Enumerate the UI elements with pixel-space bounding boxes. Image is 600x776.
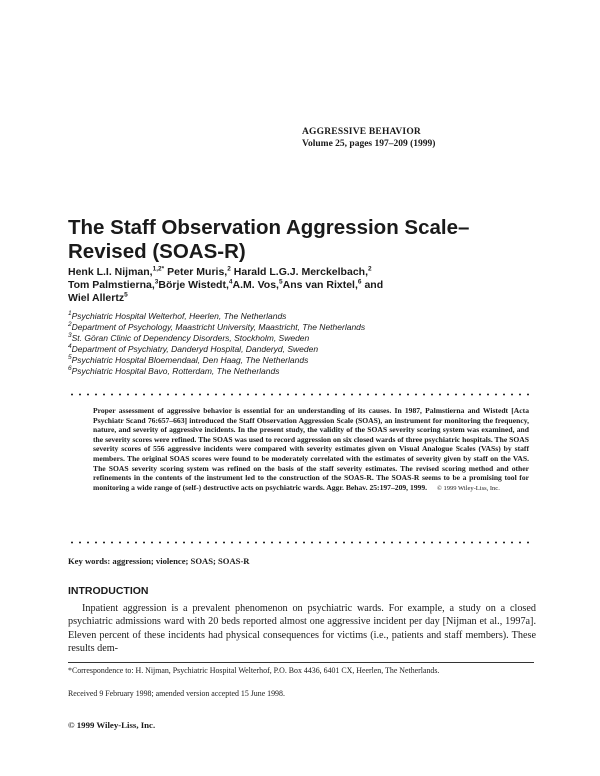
title-line-2: Revised (SOAS-R) (68, 240, 246, 263)
author-marks: 3 (154, 278, 159, 286)
footnote-rule (68, 662, 534, 663)
dotted-divider-bottom (68, 541, 534, 547)
publisher-copyright: © 1999 Wiley-Liss, Inc. (68, 720, 156, 730)
journal-volume: Volume 25, pages 197–209 (1999) (302, 139, 436, 149)
affiliation-text: Psychiatric Hospital Welterhof, Heerlen, The Netherlands (71, 311, 287, 321)
affiliation-text: Department of Psychiatry, Danderyd Hospital, Danderyd, Sweden (71, 344, 319, 354)
author: Peter Muris, (167, 266, 228, 278)
affiliation (68, 322, 538, 333)
section-heading-introduction: INTRODUCTION (68, 585, 149, 597)
affiliation (68, 333, 538, 344)
keywords-values: aggression; violence; SOAS; SOAS-R (112, 556, 250, 566)
footnote-correspondence: *Correspondence to: H. Nijman, Psychiatric Hospital Welterhof, P.O. Box 4436, 6401 CX, Heerlen, The Netherlands. (68, 666, 440, 675)
footnote-received: Received 9 February 1998; amended version accepted 15 June 1998. (68, 689, 285, 698)
author: Ans van Rixtel, (282, 279, 358, 291)
author-marks: 1,2* (152, 265, 165, 273)
title-line-1: The Staff Observation Aggression Scale– (68, 216, 470, 239)
affiliation-mark: 2 (68, 321, 72, 329)
abstract (93, 406, 529, 493)
keywords (68, 556, 250, 566)
author: A.M. Vos, (232, 279, 279, 291)
affiliation-list (68, 311, 538, 377)
affiliation-text: St. Göran Clinic of Dependency Disorders, Stockholm, Sweden (71, 333, 310, 343)
affiliation (68, 344, 538, 355)
author-list (68, 266, 538, 305)
author-marks: 2 (227, 265, 231, 273)
author-marks: 4 (228, 278, 233, 286)
affiliation (68, 366, 538, 377)
affiliation (68, 311, 538, 322)
author-marks: 5 (124, 291, 128, 299)
author: Börje Wistedt, (158, 279, 229, 291)
author: Harald L.G.J. Merckelbach, (233, 266, 368, 278)
article-title (68, 216, 508, 264)
introduction-paragraph: Inpatient aggression is a prevalent phenomenon on psychiatric wards. For example, a study on a closed psychiatric admissions ward with 20 beds reported almost one aggressive incident per day [Nijman et al., 1997a]. Eleven percent of these incidents had physical consequences for victims (i.e., patients and staff members). These results dem- (68, 603, 536, 655)
author: Henk L.I. Nijman, (68, 266, 153, 278)
author: Tom Palmstierna, (68, 279, 155, 291)
affiliation-text: Psychiatric Hospital Bavo, Rotterdam, The Netherlands (71, 366, 280, 376)
affiliation-mark: 5 (68, 354, 72, 362)
author-conjunction: and (364, 279, 384, 291)
affiliation (68, 355, 538, 366)
affiliation-text: Department of Psychology, Maastricht University, Maastricht, The Netherlands (71, 322, 366, 332)
abstract-text: Proper assessment of aggressive behavior is essential for an understanding of its causes. In 1987, Palmstierna and Wistedt [Acta Psychiatr Scand 76:657–663] introduced the Staff Observation Aggression Scale (SOAS), an instrument for monitoring the frequency, nature, and severity of aggressive incidents. In the present study, the validity of the SOAS severity scoring system was examined, and the severity scores were refined. The SOAS was used to record aggression on six closed wards of three psychiatric hospitals. The SOAS severity scores of 556 aggressive incidents were compared with severity estimates given on Visual Analogue Scales (VASs) by staff members. The original SOAS scores were found to be moderately correlated with the estimates of severity given by staff on the VAS. The SOAS severity scoring system was refined on the basis of the staff severity estimates. The revised scoring method and other refinements in the contents of the instrument led to the construction of the SOAS-R. The SOAS-R seems to be a promising tool for monitoring a wide range of (self-) destructive acts on psychiatric wards. (93, 406, 529, 492)
dotted-divider-top (68, 393, 534, 399)
author-marks: 2 (367, 265, 372, 273)
author: Wiel Allertz (68, 292, 125, 304)
abstract-citation: Aggr. Behav. 25:197–209, 1999. (326, 482, 428, 492)
affiliation-mark: 6 (68, 365, 72, 373)
author-marks: 5 (278, 278, 283, 286)
author-marks: 6 (357, 278, 362, 286)
affiliation-mark: 3 (68, 332, 72, 340)
affiliation-mark: 1 (68, 310, 72, 318)
keywords-label: Key words: (68, 556, 111, 566)
affiliation-mark: 4 (68, 343, 72, 351)
journal-name: AGGRESSIVE BEHAVIOR (302, 127, 421, 137)
abstract-copyright: © 1999 Wiley-Liss, Inc. (436, 484, 500, 492)
journal-header (302, 126, 435, 150)
affiliation-text: Psychiatric Hospital Bloemendaal, Den Haag, The Netherlands (71, 355, 309, 365)
